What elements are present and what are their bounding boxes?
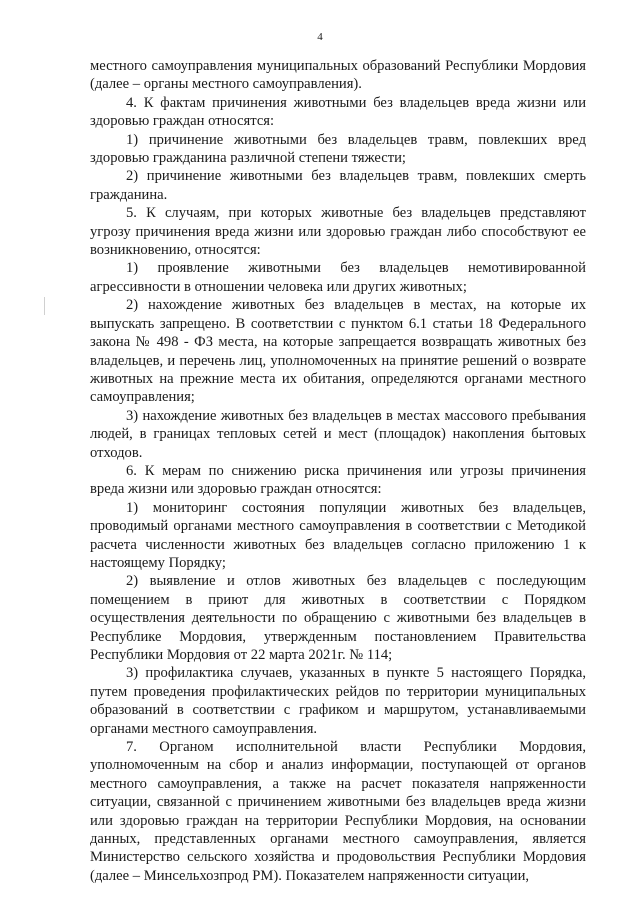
paragraph-item-5: 5. К случаям, при которых животные без владельцев представляют угрозу причинения вреда жизни или здоровью граждан либо способствуют ее возникновению, относятся: xyxy=(90,205,586,259)
page-number: 4 xyxy=(317,31,323,43)
paragraph-item-5-1: 1) проявление животными без владельцев немотивированной агрессивности в отношении человека или других животных; xyxy=(90,260,586,295)
paragraph-item-6-3: 3) профилактика случаев, указанных в пункте 5 настоящего Порядка, путем проведения профилактических рейдов по территории муниципальных образований в соответствии с графиком и маршрутом, устанавливаемыми органами местного самоуправления. xyxy=(90,665,586,737)
paragraph-item-5-3: 3) нахождение животных без владельцев в местах массового пребывания людей, в границах тепловых сетей и мест (площадок) накопления бытовых отходов. xyxy=(90,407,586,461)
document-body xyxy=(90,57,586,885)
paragraph-continuation: местного самоуправления муниципальных образований Республики Мордовия (далее – органы местного самоуправления). xyxy=(90,58,586,93)
paragraph-item-6-2: 2) выявление и отлов животных без владельцев с последующим помещением в приют для животных в соответствии с Порядком осуществления деятельности по обращению с животными без владельцев в Республике Мордовия, утвержденным постановлением Правительства Республики Мордовия от 22 марта 2021г. № 114; xyxy=(90,573,586,663)
margin-mark xyxy=(44,297,45,315)
paragraph-item-4-2: 2) причинение животными без владельцев травм, повлекших смерть гражданина. xyxy=(90,168,586,203)
paragraph-item-6-1: 1) мониторинг состояния популяции животных без владельцев, проводимый органами местного самоуправления в соответствии с Методикой расчета численности животных без владельцев согласно приложению 1 к настоящему Порядку; xyxy=(90,499,586,571)
paragraph-item-4-1: 1) причинение животными без владельцев травм, повлекших вред здоровью гражданина различной степени тяжести; xyxy=(90,131,586,167)
paragraph-item-6: 6. К мерам по снижению риска причинения или угрозы причинения вреда жизни или здоровью граждан относятся: xyxy=(90,462,586,498)
paragraph-item-7: 7. Органом исполнительной власти Республики Мордовия, уполномоченным на сбор и анализ информации, поступающей от органов местного самоуправления, а также на расчет показателя напряженности ситуации, связанной с причинением животными без владельцев вреда жизни или здоровью граждан на территории Республики Мордовия, на основании данных, представленных органами местного самоуправления, является Министерство сельского хозяйства и продовольствия Республики Мордовия (далее – Минсельхозпрод РМ). Показателем напряженности ситуации, xyxy=(90,739,586,884)
paragraph-item-5-2: 2) нахождение животных без владельцев в местах, на которые их выпускать запрещено. В соответствии с пунктом 6.1 статьи 18 Федерального закона № 498 - ФЗ места, на которые запрещается возвращать животных без владельцев, и перечень лиц, уполномоченных на принятие решений о возврате животных на прежние места их обитания, определяются органами местного самоуправления; xyxy=(90,297,586,406)
paragraph-item-4: 4. К фактам причинения животными без владельцев вреда жизни или здоровью граждан относятся: xyxy=(90,94,586,130)
